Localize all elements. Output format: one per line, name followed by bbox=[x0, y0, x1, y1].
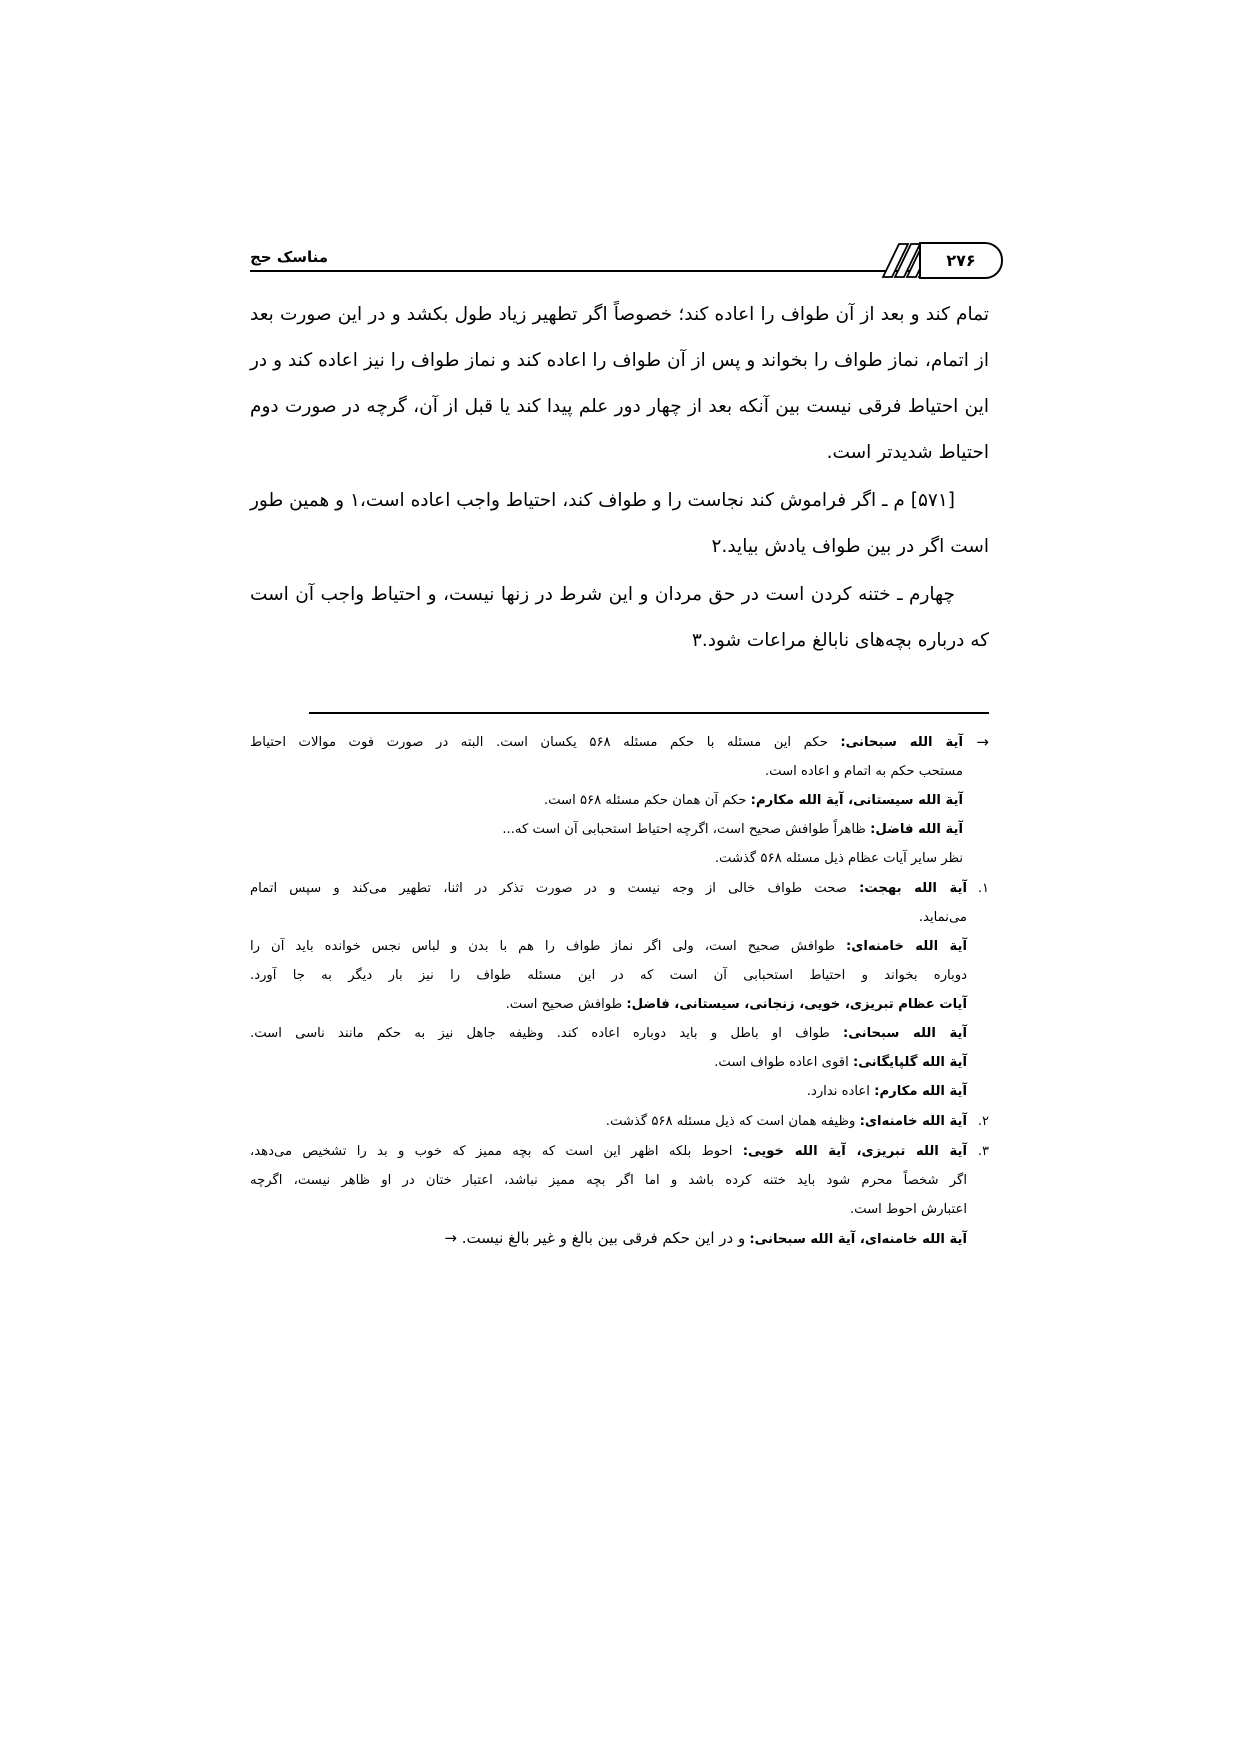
footnote-text: ظاهراً طوافش صحیح است، اگرچه احتیاط استحبابى آن است که... bbox=[502, 822, 866, 837]
footnote-text: طواف او باطل و باید دوباره اعاده کند. وظیفه جاهل نیز به حکم مانند ناسى است. bbox=[250, 1026, 830, 1041]
footnote-line bbox=[250, 844, 963, 873]
main-body bbox=[250, 292, 989, 666]
footnote-line bbox=[250, 1019, 967, 1048]
footnote-body bbox=[250, 874, 967, 1106]
footnote-text: اقوى اعاده طواف است. bbox=[714, 1055, 849, 1070]
footnote-text: طوافش صحیح است. bbox=[505, 997, 623, 1012]
footnote-line bbox=[250, 903, 967, 932]
body-paragraph-fourth: چهارم ـ ختنه کردن است در حق مردان و این شرط در زنها نیست، و احتیاط واجب آن است که درباره بچه‌های نابالغ مراعات شود.٣ bbox=[250, 584, 989, 651]
footnote-line bbox=[250, 961, 967, 990]
footnote-item bbox=[250, 1107, 989, 1136]
footnote-text: مى‌نماید. bbox=[918, 910, 967, 925]
authority-name: آية الله خامنه‌اى: bbox=[846, 939, 967, 954]
footnote-text: و در این حکم فرقى بین بالغ و غیر بالغ نیست. → bbox=[444, 1229, 746, 1247]
footnote-block bbox=[250, 728, 989, 1255]
continuation-arrow-icon: → bbox=[976, 733, 989, 751]
footnote-text: حکم این مسئله با حکم مسئله ۵۶۸ یکسان است. البته در صورت فوت موالات احتیاط bbox=[250, 735, 828, 750]
header-divider bbox=[250, 270, 989, 272]
body-paragraph-numbered: [۵۷۱] م ـ اگر فراموش کند نجاست را و طواف کند، احتیاط واجب اعاده است،١ و همین طور است اگر در بین طواف یادش بیاید.٢ bbox=[250, 490, 989, 557]
page-number-badge bbox=[881, 242, 1003, 279]
footnote-line bbox=[250, 990, 967, 1019]
footnote-line bbox=[250, 757, 963, 786]
footnote-line bbox=[250, 1195, 967, 1224]
authority-name: آية الله خامنه‌اى، آية الله سبحانى: bbox=[749, 1232, 967, 1247]
footnote-marker: ٣. bbox=[977, 1144, 989, 1159]
body-paragraph: تمام کند و بعد از آن طواف را اعاده کند؛ خصوصاً اگر تطهیر زیاد طول بکشد و در این صورت بعد از اتمام، نماز طواف را بخواند و پس از آن طواف را اعاده کند و نماز طواف را نیز اعاده کند و در این احتیاط فرقی نیست بین آنکه بعد از چهار دور علم پیدا کند یا قبل از آن، گرچه در صورت دوم احتیاط شدیدتر است. bbox=[250, 304, 989, 463]
footnote-item bbox=[250, 874, 989, 1106]
footnote-line bbox=[250, 1107, 967, 1136]
authority-name: آية الله سیستانى، آية الله مکارم: bbox=[750, 793, 963, 808]
footnote-text: نظر سایر آیات عظام ذیل مسئله ۵۶۸ گذشت. bbox=[714, 851, 963, 866]
footnote-line bbox=[250, 1077, 967, 1106]
authority-name: آية الله تبریزى، آية الله خویى: bbox=[742, 1144, 967, 1159]
footnote-marker: ٢. bbox=[977, 1114, 989, 1129]
page-header bbox=[250, 228, 989, 272]
footnote-text: صحت طواف خالى از وجه نیست و در صورت تذکر در اثنا، تطهیر مى‌کند و سپس اتمام bbox=[250, 881, 847, 896]
footnote-body bbox=[250, 728, 963, 873]
footnote-line bbox=[250, 1048, 967, 1077]
footnote-line bbox=[250, 1137, 967, 1166]
footnote-item bbox=[250, 728, 989, 873]
authority-name: آية الله سبحانى: bbox=[840, 735, 963, 750]
footnote-marker: ١. bbox=[977, 881, 989, 896]
authority-name: آية الله فاضل: bbox=[870, 822, 963, 837]
authority-name: آية الله گلپایگانى: bbox=[852, 1055, 967, 1070]
footnote-text: اعاده ندارد. bbox=[806, 1084, 870, 1099]
footnote-text: وظیفه همان است که ذیل مسئله ۵۶۸ گذشت. bbox=[605, 1114, 856, 1129]
footnote-text: حکم آن همان حکم مسئله ۵۶۸ است. bbox=[543, 793, 747, 808]
footnote-text: اعتبارش احوط است. bbox=[849, 1202, 967, 1217]
footnote-line bbox=[250, 815, 963, 844]
footnote-line bbox=[250, 728, 963, 757]
running-head-title: مناسک حج bbox=[250, 248, 328, 266]
footnote-line bbox=[250, 1166, 967, 1195]
footnote-body bbox=[250, 1137, 967, 1254]
footnote-text: طوافش صحیح است، ولى اگر نماز طواف را هم با بدن و لباس نجس خوانده باید آن را bbox=[250, 939, 835, 954]
footnote-divider bbox=[309, 712, 989, 714]
page-number-text: ۲۷۶ bbox=[946, 251, 976, 270]
footnote-line bbox=[250, 786, 963, 815]
authority-name: آية الله خامنه‌اى: bbox=[859, 1114, 967, 1129]
footnote-line bbox=[250, 932, 967, 961]
footnote-item bbox=[250, 1137, 989, 1254]
footnote-text: اگر شخصاً محرم شود باید ختنه کرده باشد و اما اگر بچه ممیز نباشد، اعتبار ختان در او ظاهر نیست، اگرچه bbox=[250, 1173, 967, 1188]
footnote-line bbox=[250, 874, 967, 903]
footnote-text: مستحب حکم به اتمام و اعاده است. bbox=[764, 764, 963, 779]
footnote-body bbox=[250, 1107, 967, 1136]
footnote-text: احوط بلکه اظهر این است که بچه ممیز که خوب و بد را تشخیص مى‌دهد، bbox=[250, 1144, 733, 1159]
authority-name: آیات عظام تبریزى، خویى، زنجانى، سیستانى، فاضل: bbox=[626, 997, 967, 1012]
authority-name: آية الله سبحانى: bbox=[843, 1026, 967, 1041]
authority-name: آية الله بهجت: bbox=[859, 881, 967, 896]
footnote-line bbox=[250, 1224, 967, 1254]
authority-name: آية الله مکارم: bbox=[874, 1084, 967, 1099]
footnote-text: دوباره بخواند و احتیاط استحبابى آن است که در این مسئله طواف را نیز بار دیگر به جا آورد. bbox=[250, 968, 967, 983]
